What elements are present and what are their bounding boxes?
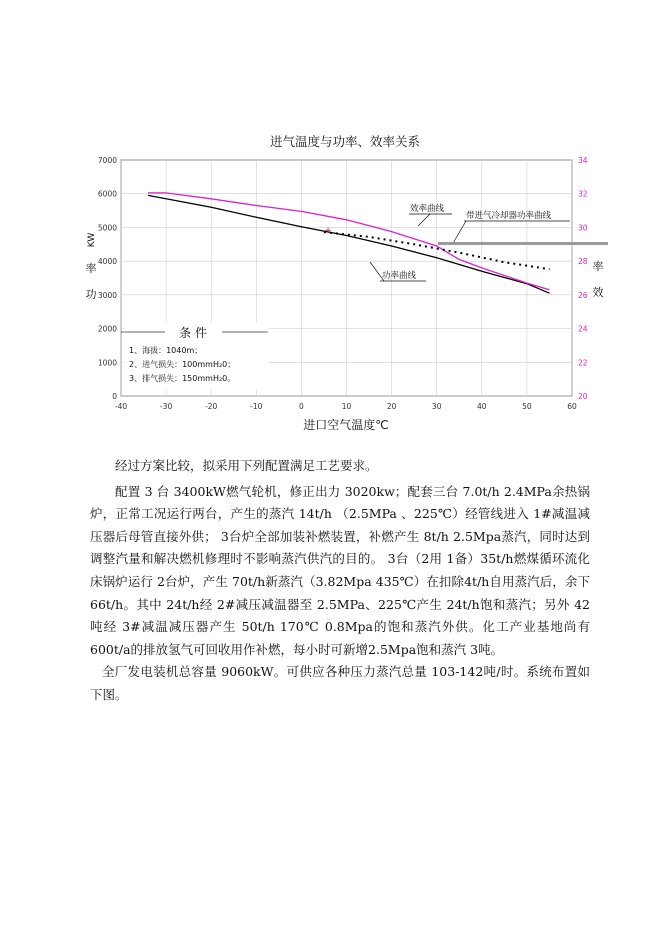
cooler-power-curve-label: 带进气冷却器功率曲线 (466, 211, 552, 221)
power-curve-label: 功率曲线 (382, 271, 417, 281)
paragraph-3: 全厂发电装机总容量 9060kW。可供应各种压力蒸汽总量 103-142吨/时。系统布置如下图。 (90, 664, 590, 702)
left-axis-label (86, 233, 98, 301)
conditions-legend (121, 323, 269, 389)
condition-item: 1、海拔：1040m； (129, 346, 203, 355)
efficiency-leader-line (418, 214, 430, 226)
paragraph-1: 经过方案比较，拟采用下列配置满足工艺要求。 (115, 458, 378, 473)
y-left-tick-label: 0 (112, 392, 117, 401)
body-text (90, 455, 590, 707)
x-tick-label: -10 (250, 402, 263, 411)
condition-item: 3、排气损失：150mmH₂0。 (129, 374, 236, 383)
y-right-tick-label: 26 (578, 290, 588, 300)
x-tick-label: 50 (522, 402, 532, 411)
temperature-power-efficiency-chart (0, 0, 662, 450)
left-axis-label-char: 率 (85, 262, 97, 275)
paragraph-2: 配置 3 台 3400kW燃气轮机，修正出力 3020kw；配套三台 7.0t/h 2.4MPa余热锅炉，正常工况运行两台，产生的蒸汽 14t/h （2.5MPa 、225℃）经管线进入 1#减温减压器后母管直接外供； 3台炉全部加装补燃装置，补燃产生 8t/h 2.5Mpa蒸汽，同时达到调整汽量和解决燃机修理时不影响蒸汽供汽的目的。 3台（2用 1备）35t/h燃煤循环流化床锅炉运行 2台炉，产生 70t/h新蒸汽（3.82Mpa 435℃）在扣除4t/h自用蒸汽后，余下 66t/h。其中 24t/h经 2#减压减温器至 2.5MPa、225℃产生 24t/h饱和蒸汽；另外 42吨经 3#减温减压器产生 50t/h 170℃ 0.8Mpa的饱和蒸汽外供。化工产业基地尚有 600t/a的排放氢气可回收用作补燃，每小时可新增2.5Mpa饱和蒸汽 3吨。 (90, 483, 590, 657)
conditions-title: 条 件 (179, 326, 207, 340)
y-right-tick-label: 20 (578, 392, 588, 401)
x-tick-label: 40 (477, 402, 487, 411)
y-left-tick-label: 3000 (97, 290, 117, 300)
right-axis-label-char: 率 (592, 260, 604, 273)
left-axis-label-char: 功 (85, 288, 97, 301)
x-tick-label: -20 (205, 402, 218, 411)
x-tick-label: -40 (114, 402, 128, 411)
x-tick-label: -30 (159, 402, 173, 411)
y-left-tick-label: 1000 (97, 358, 117, 368)
cooler-leader-line (452, 221, 466, 245)
y-right-tick-label: 22 (578, 358, 588, 368)
efficiency-curve (148, 193, 549, 290)
design-point-marker: + (324, 226, 332, 236)
x-tick-label: 20 (386, 402, 397, 411)
condition-item: 2、进气损失：100mmH₂0； (129, 360, 236, 369)
y-left-tick-label: 5000 (97, 223, 117, 233)
right-axis-label-char: 效 (592, 286, 604, 299)
y-left-tick-label: 6000 (97, 189, 117, 199)
x-axis-ticks (115, 402, 577, 411)
right-axis-label (593, 259, 604, 299)
x-tick-label: 60 (567, 402, 577, 411)
y-left-tick-label: 7000 (97, 156, 117, 165)
y-right-tick-label: 24 (578, 324, 588, 334)
y-left-tick-label: 2000 (97, 324, 117, 334)
right-axis-ticks (578, 156, 588, 401)
left-axis-label-unit: KW (87, 232, 97, 248)
y-left-tick-label: 4000 (97, 257, 117, 267)
y-right-tick-label: 28 (578, 257, 588, 267)
chart-title: 进气温度与功率、效率关系 (269, 134, 421, 149)
x-axis-label: 进口空气温度℃ (303, 418, 389, 432)
x-tick-label: 10 (341, 402, 352, 411)
reference-bar (438, 242, 608, 245)
x-tick-label: 0 (299, 402, 304, 411)
y-right-tick-label: 34 (578, 156, 588, 165)
left-axis-ticks (98, 156, 117, 401)
y-right-tick-label: 32 (578, 189, 588, 199)
efficiency-curve-label: 效率曲线 (410, 204, 445, 214)
y-right-tick-label: 30 (578, 223, 588, 233)
x-tick-label: 30 (431, 402, 442, 411)
